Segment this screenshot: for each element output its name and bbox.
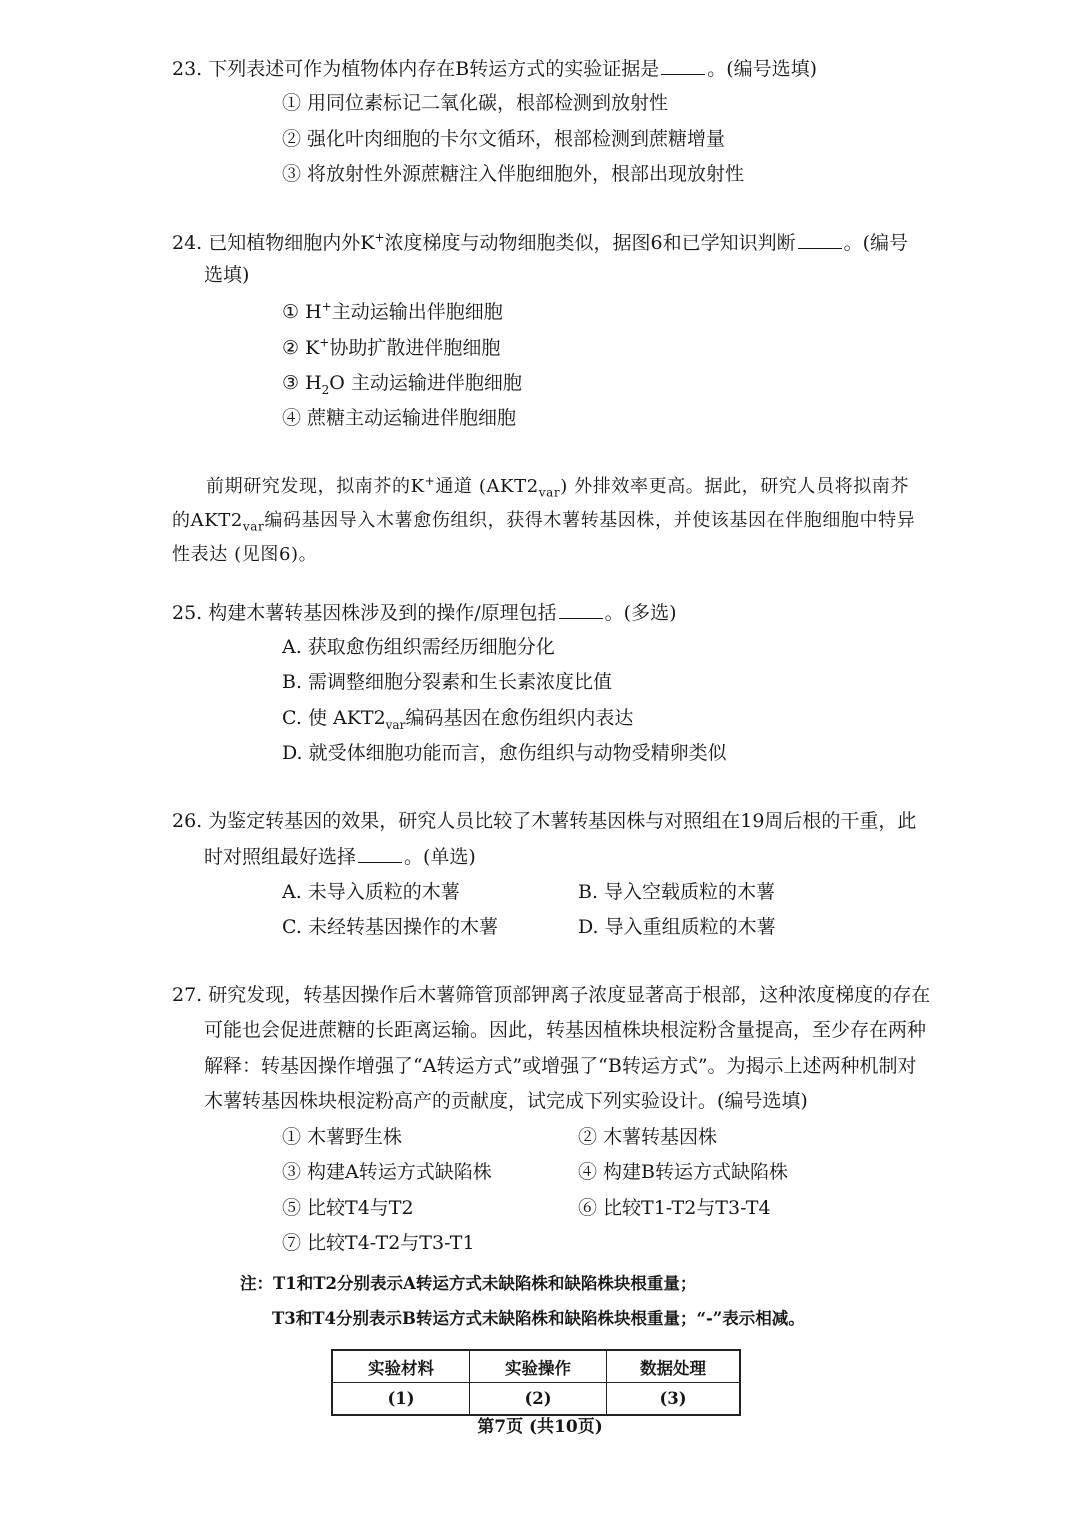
q26-option-c: C. 未经转基因操作的木薯	[282, 916, 498, 938]
q23-stem: 23. 下列表述可作为植物体内存在B转运方式的实验证据是 。(编号选填)	[172, 58, 818, 80]
q26-stem: 26. 为鉴定转基因的效果，研究人员比较了木薯转基因株与对照组在19周后根的干重，此	[172, 810, 917, 832]
answer-blank	[358, 844, 402, 863]
q24-option-2: ② K+协助扩散进伴胞细胞	[282, 335, 501, 359]
q26-stem-line2: 时对照组最好选择 。(单选)	[204, 846, 476, 868]
q27-option-7: ⑦ 比较T4-T2与T3-T1	[282, 1232, 475, 1254]
q26-option-b: B. 导入空载质粒的木薯	[578, 881, 776, 903]
q27-stem-line4: 木薯转基因株块根淀粉高产的贡献度，试完成下列实验设计。(编号选填)	[204, 1090, 808, 1112]
q27-option-5: ⑤ 比较T4与T2	[282, 1197, 414, 1219]
q27-stem-line3: 解释：转基因操作增强了“A转运方式”或增强了“B转运方式”。为揭示上述两种机制对	[204, 1055, 917, 1077]
answer-blank	[661, 56, 705, 75]
q24-option-1: ① H+主动运输出伴胞细胞	[282, 299, 503, 323]
answer-blank	[559, 600, 603, 619]
answer-blank	[798, 230, 842, 249]
q23-option-3: ③ 将放射性外源蔗糖注入伴胞细胞外，根部出现放射性	[282, 163, 745, 185]
q27-option-4: ④ 构建B转运方式缺陷株	[578, 1161, 789, 1183]
page-footer: 第7页 (共10页)	[477, 1417, 603, 1437]
passage-line-1: 前期研究发现，拟南芥的K+通道 $(AKT2_{var})$ 外排效率更高。据此，研究人员将拟南芥	[206, 474, 909, 500]
q27-stem-line1: 27. 研究发现，转基因操作后木薯筛管顶部钾离子浓度显著高于根部，这种浓度梯度的存在	[172, 984, 931, 1006]
experiment-design-table	[331, 1349, 741, 1416]
q23-option-1: ① 用同位素标记二氧化碳，根部检测到放射性	[282, 92, 669, 114]
q23-option-2: ② 强化叶肉细胞的卡尔文循环，根部检测到蔗糖增量	[282, 128, 726, 150]
q27-note-2: T3和T4分别表示B转运方式未缺陷株和缺陷株块根重量；“-”表示相减。	[272, 1309, 805, 1328]
table-header-materials: 实验材料	[332, 1350, 470, 1383]
q26-option-a: A. 未导入质粒的木薯	[282, 881, 460, 903]
q27-stem-line2: 可能也会促进蔗糖的长距离运输。因此，转基因植株块根淀粉含量提高，至少存在两种	[204, 1019, 927, 1041]
passage-line-2: 的$AKT2_{var}$编码基因导入木薯愈伤组织，获得木薯转基因株，并使该基因在伴胞细胞中特异	[172, 510, 916, 534]
table-row	[332, 1383, 740, 1416]
q24-stem-line2: 选填)	[204, 264, 250, 286]
q25-option-d: D. 就受体细胞功能而言，愈伤组织与动物受精卵类似	[282, 742, 727, 764]
q27-option-3: ③ 构建A转运方式缺陷株	[282, 1161, 492, 1183]
q24-option-4: ④ 蔗糖主动运输进伴胞细胞	[282, 407, 517, 429]
q27-option-2: ② 木薯转基因株	[578, 1126, 718, 1148]
table-cell-operation-blank: (2)	[470, 1383, 607, 1416]
q25-stem: 25. 构建木薯转基因株涉及到的操作/原理包括 。(多选)	[172, 602, 677, 624]
q26-option-d: D. 导入重组质粒的木薯	[578, 916, 776, 938]
q27-note-1: 注：T1和T2分别表示A转运方式未缺陷株和缺陷株块根重量；	[240, 1274, 697, 1293]
q27-option-1: ① 木薯野生株	[282, 1126, 403, 1148]
q25-option-a: A. 获取愈伤组织需经历细胞分化	[282, 636, 555, 658]
table-header-row	[332, 1350, 740, 1383]
table-header-data-processing: 数据处理	[607, 1350, 741, 1383]
table-header-operation: 实验操作	[470, 1350, 607, 1383]
table-cell-data-processing-blank: (3)	[607, 1383, 741, 1416]
table-cell-materials-blank: (1)	[332, 1383, 470, 1416]
q24-option-3: ③ $H_2O$ 主动运输进伴胞细胞	[282, 372, 522, 397]
q25-option-c: C. 使 $AKT2_{var}$编码基因在愈伤组织内表达	[282, 707, 634, 732]
passage-line-3: 性表达 (见图6)。	[172, 544, 318, 565]
q24-stem: 24. 已知植物细胞内外K+浓度梯度与动物细胞类似，据图6和已学知识判断 。(编号	[172, 230, 909, 254]
q25-option-b: B. 需调整细胞分裂素和生长素浓度比值	[282, 671, 613, 693]
q27-option-6: ⑥ 比较T1-T2与T3-T4	[578, 1197, 771, 1219]
